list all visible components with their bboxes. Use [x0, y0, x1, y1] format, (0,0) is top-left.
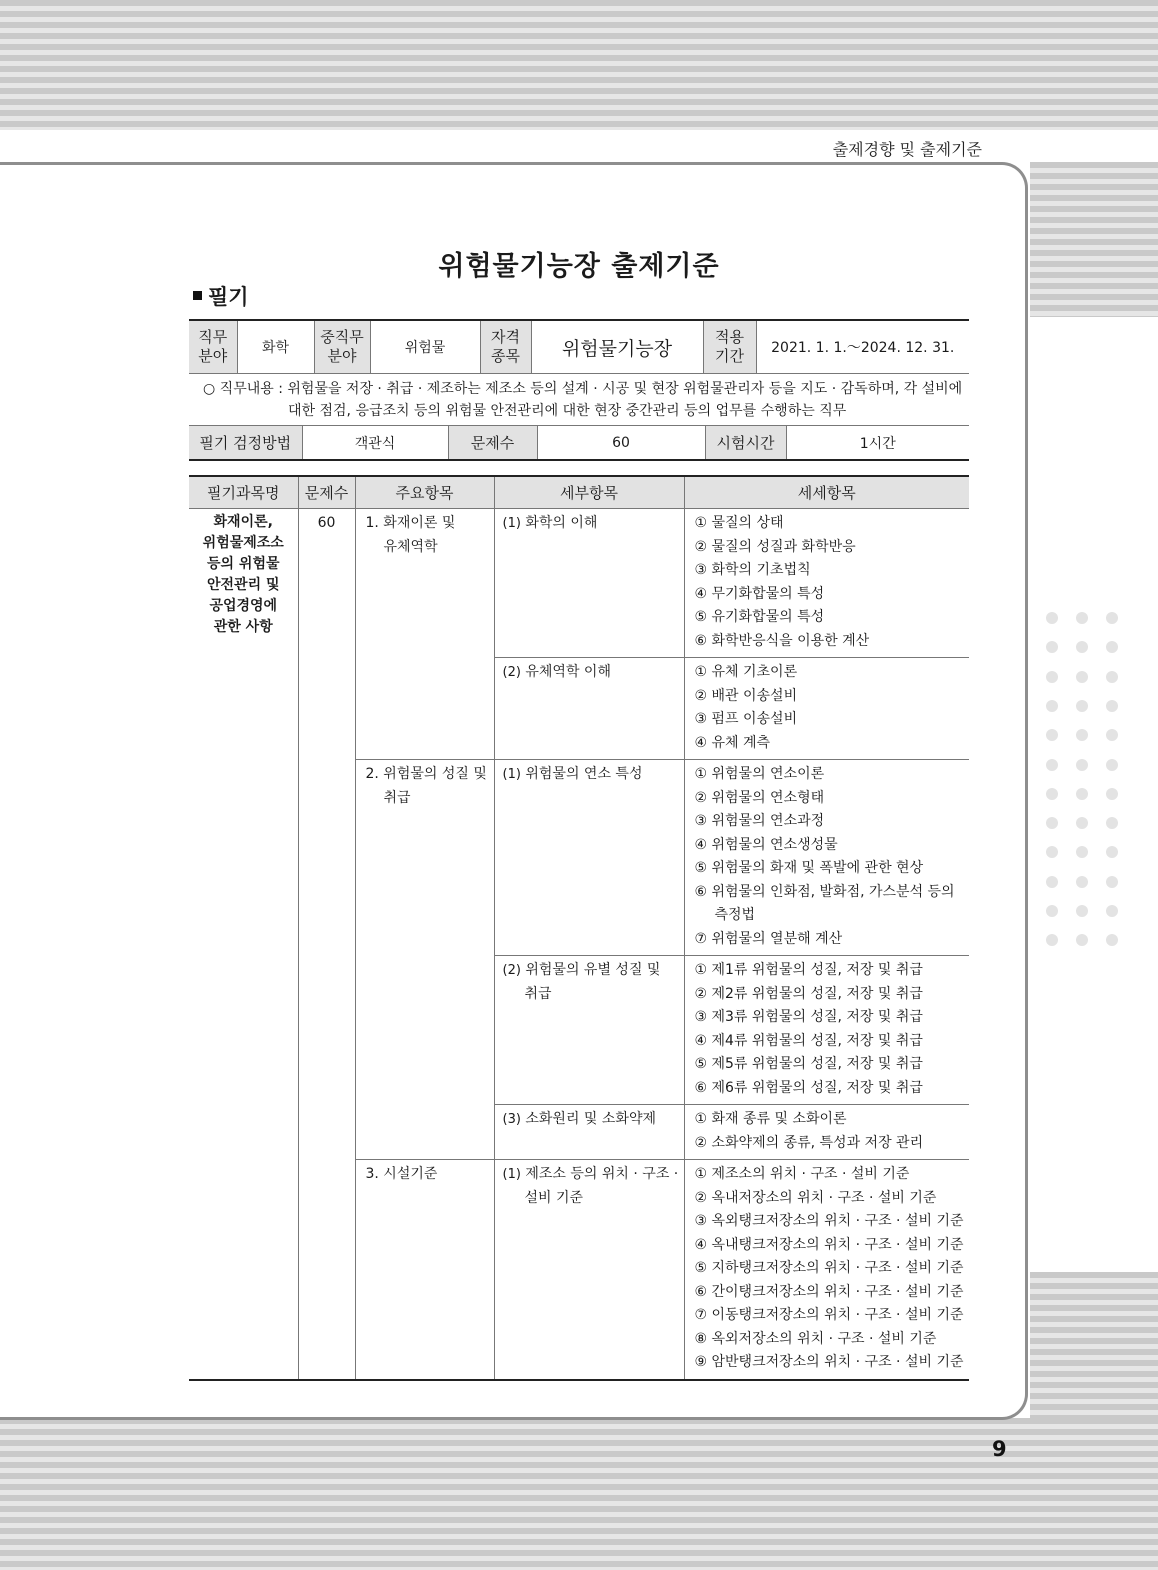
decorative-dot [1076, 700, 1088, 712]
detail-item-text: 제조소 등의 위치 · 구조 · [525, 1166, 679, 1182]
detail-item [494, 760, 684, 956]
detail-item-number: (2) [502, 665, 521, 680]
decorative-dot [1046, 759, 1058, 771]
decorative-dot [1076, 788, 1088, 800]
job-field-label: 직무 분야 [189, 320, 237, 374]
decorative-dot [1076, 905, 1088, 917]
decorative-dot [1076, 759, 1088, 771]
detail-item [494, 658, 684, 760]
decorative-dot [1106, 788, 1118, 800]
duty-description [189, 372, 969, 426]
header-sub-detail-item: 세세항목 [684, 476, 969, 509]
job-field-value: 화학 [237, 320, 314, 374]
decorative-dot [1076, 671, 1088, 683]
header-subject: 필기과목명 [189, 476, 298, 509]
sub-detail-list [684, 1160, 969, 1380]
detail-item-text: 위험물의 연소 특성 [525, 766, 643, 782]
sub-detail-item: ③ 위험물의 연소과정 [694, 813, 825, 829]
sub-detail-list [684, 658, 969, 760]
sub-detail-list [684, 509, 969, 658]
decorative-dot [1106, 876, 1118, 888]
exam-time-label: 시험시간 [705, 426, 786, 460]
sub-detail-item: ⑥ 화학반응식을 이용한 계산 [694, 632, 870, 649]
qualification-label: 자격 종목 [480, 320, 531, 374]
detail-item [494, 956, 684, 1105]
decorative-dot [1046, 788, 1058, 800]
sub-detail-item: ⑤ 지하탱크저장소의 위치 · 구조 · 설비 기준 [694, 1260, 964, 1276]
sub-detail-item: 측정법 [714, 907, 756, 923]
exam-method-table [189, 426, 969, 461]
page-number: 9 [992, 1437, 1007, 1461]
detail-item-text: 화학의 이해 [525, 515, 598, 531]
detail-item-text: 유체역학 이해 [525, 664, 611, 680]
sub-detail-item: ③ 옥외탱크저장소의 위치 · 구조 · 설비 기준 [694, 1213, 964, 1229]
major-item [355, 760, 494, 1160]
right-stripe-lower [1030, 1272, 1158, 1418]
header-band [0, 130, 1158, 162]
subject-line: 위험물제조소 [202, 535, 284, 551]
decorative-dot [1046, 876, 1058, 888]
sub-detail-item: ② 위험물의 연소형태 [694, 789, 825, 806]
question-count-value: 60 [537, 426, 705, 460]
sub-detail-item: ⑦ 위험물의 열분해 계산 [694, 930, 843, 947]
decorative-dot [1106, 817, 1118, 829]
sub-detail-item: ① 화재 종류 및 소화이론 [694, 1111, 847, 1127]
header-major-item: 주요항목 [355, 476, 494, 509]
sub-detail-item: ④ 무기화합물의 특성 [694, 585, 825, 602]
decorative-dot [1076, 876, 1088, 888]
sub-detail-item: ③ 화학의 기초법칙 [694, 562, 811, 578]
bottom-stripe-band [0, 1418, 1158, 1570]
sub-field-label: 중직무 분야 [314, 320, 370, 374]
sub-detail-item: ⑧ 옥외저장소의 위치 · 구조 · 설비 기준 [694, 1330, 937, 1347]
major-item-line: 유체역학 [383, 538, 438, 555]
major-item-line: 2. 위험물의 성질 및 [365, 766, 487, 782]
sub-detail-item: ② 제2류 위험물의 성질, 저장 및 취급 [694, 985, 923, 1002]
subject-line: 등의 위험물 [207, 556, 280, 572]
sub-detail-item: ⑨ 암반탱크저장소의 위치 · 구조 · 설비 기준 [694, 1354, 964, 1370]
decorative-dot [1106, 759, 1118, 771]
section-text: 필기 [208, 285, 249, 309]
qualification-info-table [189, 319, 969, 374]
sub-detail-item: ① 제조소의 위치 · 구조 · 설비 기준 [694, 1166, 910, 1182]
subject-name [189, 509, 298, 1380]
method-label: 필기 검정방법 [189, 426, 302, 460]
sub-detail-item: ② 배관 이송설비 [694, 687, 798, 704]
sub-detail-item: ① 위험물의 연소이론 [694, 766, 825, 782]
sub-detail-item: ④ 제4류 위험물의 성질, 저장 및 취급 [694, 1032, 923, 1049]
right-stripe-upper [1030, 162, 1158, 317]
major-item [355, 509, 494, 760]
detail-item-number: (2) [502, 963, 521, 978]
section-label [193, 281, 249, 311]
running-header: 출제경향 및 출제기준 [832, 140, 982, 159]
header-count: 문제수 [298, 476, 355, 509]
sub-detail-item: ⑦ 이동탱크저장소의 위치 · 구조 · 설비 기준 [694, 1307, 964, 1323]
detail-item [494, 1105, 684, 1160]
detail-item-number: (3) [502, 1112, 521, 1127]
decorative-dot [1106, 612, 1118, 624]
major-item-line: 1. 화재이론 및 [365, 515, 456, 531]
detail-item [494, 1160, 684, 1380]
duty-line-2: 대한 점검, 응급조치 등의 위험물 안전관리에 대한 현장 중간관리 등의 업무를 수행하는 직무 [288, 403, 847, 419]
criteria-table [189, 475, 969, 1381]
decorative-dot [1046, 905, 1058, 917]
sub-detail-item: ④ 유체 계측 [694, 734, 771, 751]
sub-detail-item: ⑥ 간이탱크저장소의 위치 · 구조 · 설비 기준 [694, 1283, 964, 1300]
detail-item-text: 소화원리 및 소화약제 [525, 1111, 656, 1127]
detail-item-number: (1) [502, 516, 521, 531]
sub-detail-item: ⑤ 유기화합물의 특성 [694, 609, 825, 625]
sub-detail-item: ② 소화약제의 종류, 특성과 저장 관리 [694, 1134, 924, 1151]
sub-detail-item: ④ 옥내탱크저장소의 위치 · 구조 · 설비 기준 [694, 1236, 964, 1253]
detail-item [494, 509, 684, 658]
major-item [355, 1160, 494, 1380]
subject-question-count: 60 [298, 509, 355, 1380]
period-label: 적용 기간 [703, 320, 756, 374]
decorative-dot [1106, 700, 1118, 712]
subject-line: 관한 사항 [213, 619, 273, 635]
decorative-dot [1046, 671, 1058, 683]
sub-detail-item: ⑥ 제6류 위험물의 성질, 저장 및 취급 [694, 1079, 923, 1096]
sub-detail-item: ① 물질의 상태 [694, 515, 784, 531]
period-value: 2021. 1. 1.～2024. 12. 31. [756, 320, 969, 374]
decorative-dot [1076, 612, 1088, 624]
detail-item-text: 취급 [524, 985, 552, 1002]
sub-detail-item: ④ 위험물의 연소생성물 [694, 836, 838, 853]
question-count-label: 문제수 [448, 426, 537, 460]
sub-detail-item: ③ 제3류 위험물의 성질, 저장 및 취급 [694, 1009, 923, 1025]
method-value: 객관식 [302, 426, 448, 460]
square-bullet-icon [193, 291, 202, 300]
sub-detail-item: ③ 펌프 이송설비 [694, 711, 798, 727]
sub-detail-list [684, 760, 969, 956]
subject-line: 공업경영에 [209, 598, 278, 614]
detail-item-number: (1) [502, 767, 521, 782]
decorative-dot [1046, 612, 1058, 624]
detail-item-text: 위험물의 유별 성질 및 [525, 962, 661, 978]
sub-detail-item: ⑤ 제5류 위험물의 성질, 저장 및 취급 [694, 1056, 923, 1072]
sub-detail-list [684, 1105, 969, 1160]
decorative-dot [1106, 905, 1118, 917]
duty-line-1: ○ 직무내용 : 위험물을 저장 · 취급 · 제조하는 제조소 등의 설계 · 시공 및 현장 위험물관리자 등을 지도 · 감독하며, 각 설비에 [203, 381, 963, 397]
decorative-dot [1076, 817, 1088, 829]
sub-detail-item: ⑤ 위험물의 화재 및 폭발에 관한 현상 [694, 860, 924, 876]
header-detail-item: 세부항목 [494, 476, 684, 509]
decorative-dot [1106, 671, 1118, 683]
major-item-line: 취급 [383, 789, 411, 806]
sub-detail-item: ② 물질의 성질과 화학반응 [694, 538, 856, 555]
decorative-dot [1046, 817, 1058, 829]
qualification-value: 위험물기능장 [531, 320, 703, 374]
sub-detail-list [684, 956, 969, 1105]
decorative-dot [1046, 700, 1058, 712]
document-title: 위험물기능장 출제기준 [438, 251, 720, 282]
sub-field-value: 위험물 [370, 320, 480, 374]
sub-detail-item: ⑥ 위험물의 인화점, 발화점, 가스분석 등의 [694, 883, 955, 900]
major-item-line: 3. 시설기준 [365, 1166, 438, 1182]
sub-detail-item: ① 제1류 위험물의 성질, 저장 및 취급 [694, 962, 923, 978]
subject-line: 안전관리 및 [207, 577, 280, 593]
sub-detail-item: ① 유체 기초이론 [694, 664, 798, 680]
sub-detail-item: ② 옥내저장소의 위치 · 구조 · 설비 기준 [694, 1189, 937, 1206]
subject-line: 화재이론, [213, 514, 273, 530]
detail-item-number: (1) [502, 1167, 521, 1182]
exam-time-value: 1시간 [859, 435, 896, 452]
detail-item-text: 설비 기준 [524, 1189, 584, 1206]
